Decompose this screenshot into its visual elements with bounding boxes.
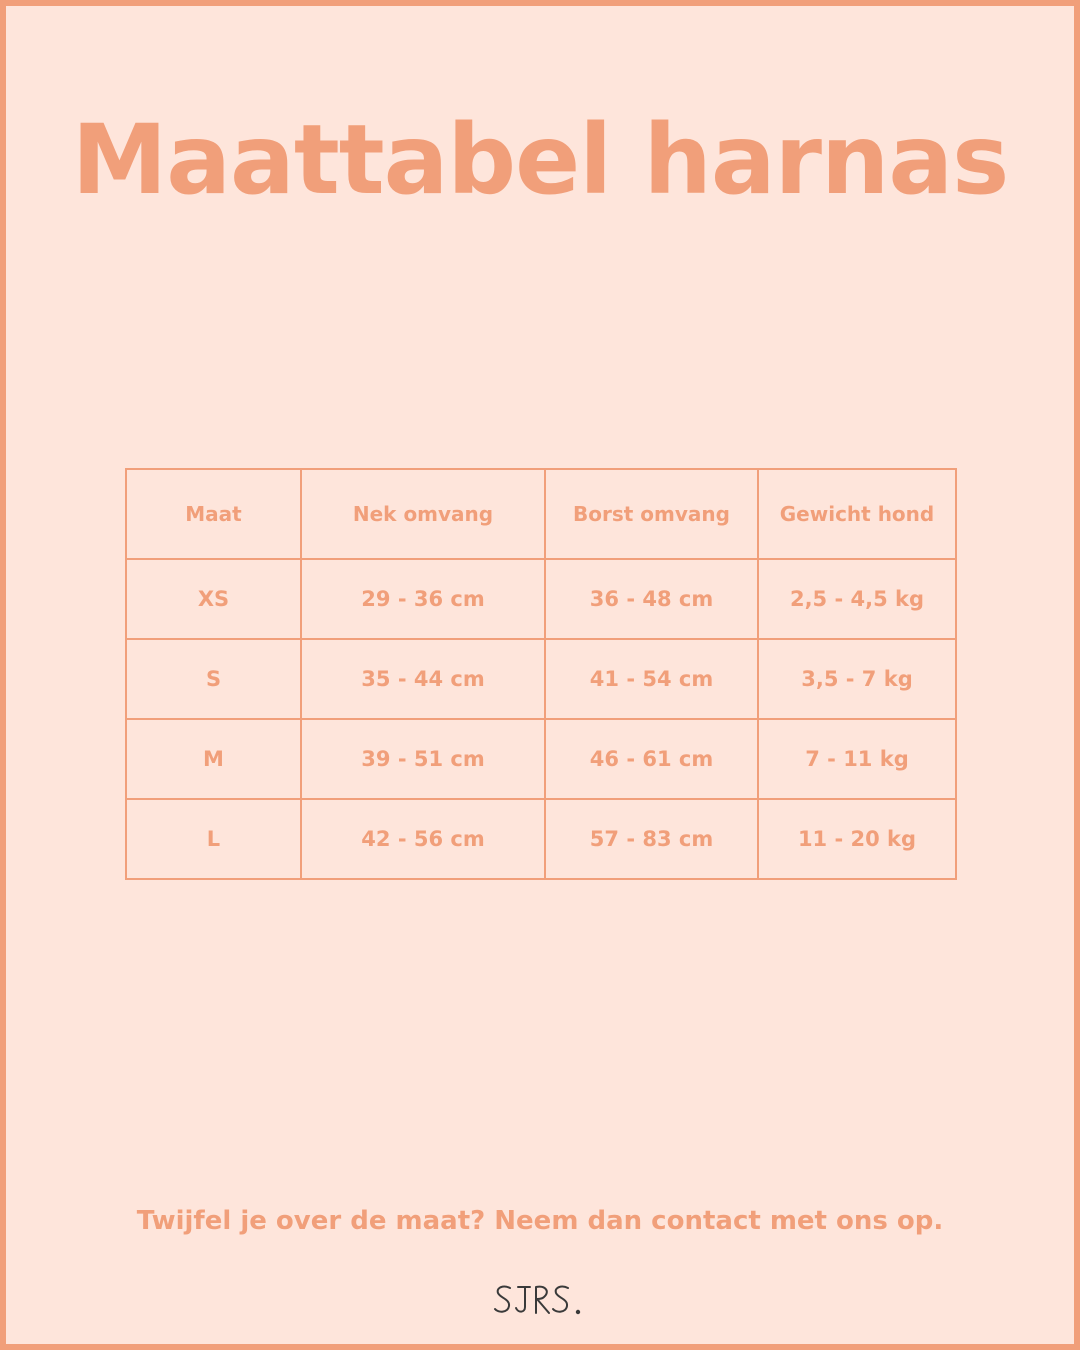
cell-maat: L (126, 799, 301, 879)
brand-logo (6, 1280, 1074, 1324)
cell-maat: S (126, 639, 301, 719)
size-table (125, 468, 957, 880)
size-chart-page (6, 6, 1074, 1344)
header-maat: Maat (126, 469, 301, 559)
cell-nek-omvang: 42 - 56 cm (301, 799, 545, 879)
table-header-row (126, 469, 956, 559)
header-borst-omvang: Borst omvang (545, 469, 758, 559)
table-row (126, 559, 956, 639)
footer-contact-text: Twijfel je over de maat? Neem dan contact met ons op. (136, 1206, 944, 1236)
sjrs-logo-mark (490, 1280, 590, 1320)
cell-nek-omvang: 39 - 51 cm (301, 719, 545, 799)
table-row (126, 639, 956, 719)
cell-gewicht-hond: 7 - 11 kg (758, 719, 956, 799)
cell-borst-omvang: 36 - 48 cm (545, 559, 758, 639)
cell-gewicht-hond: 2,5 - 4,5 kg (758, 559, 956, 639)
cell-borst-omvang: 46 - 61 cm (545, 719, 758, 799)
cell-borst-omvang: 41 - 54 cm (545, 639, 758, 719)
cell-maat: XS (126, 559, 301, 639)
table-row (126, 799, 956, 879)
page-title: Maattabel harnas (71, 104, 1009, 216)
header-nek-omvang: Nek omvang (301, 469, 545, 559)
cell-nek-omvang: 35 - 44 cm (301, 639, 545, 719)
cell-gewicht-hond: 3,5 - 7 kg (758, 639, 956, 719)
cell-borst-omvang: 57 - 83 cm (545, 799, 758, 879)
cell-maat: M (126, 719, 301, 799)
cell-gewicht-hond: 11 - 20 kg (758, 799, 956, 879)
header-gewicht-hond: Gewicht hond (758, 469, 956, 559)
cell-nek-omvang: 29 - 36 cm (301, 559, 545, 639)
table-row (126, 719, 956, 799)
